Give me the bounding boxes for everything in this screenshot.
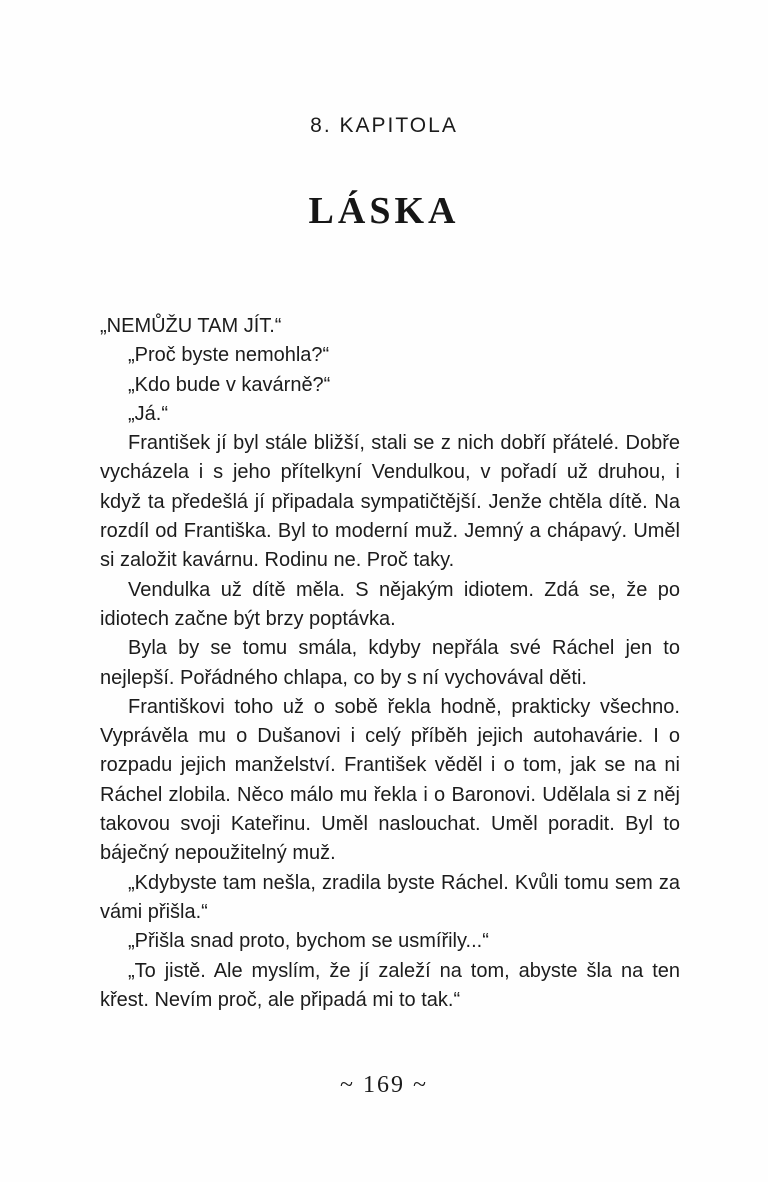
body-paragraph: „To jistě. Ale myslím, že jí zaleží na tom, abyste šla na ten křest. Nevím proč, ale připadá mi to tak.“ — [100, 959, 680, 1011]
body-paragraph: „Já.“ — [128, 402, 168, 425]
body-paragraph: „Přišla snad proto, bychom se usmířily...“ — [128, 930, 489, 953]
body-paragraph: František jí byl stále bližší, stali se z nich dobří přátelé. Dobře vycházela i s jeho přítelkyní Vendulkou, v pořadí už druhou, i když ta předešlá jí připadala sympatičtější. Jenže chtěla dítě. Na rozdíl od Františka. Byl to moderní muž. Jemný a chápavý. Uměl si založit kavárnu. Rodinu ne. Proč taky. — [100, 432, 680, 572]
chapter-title: LÁSKA — [308, 190, 460, 232]
body-paragraph: „Kdo bude v kavárně?“ — [128, 373, 331, 396]
page-number: ~ 169 ~ — [340, 1072, 428, 1098]
body-paragraph: „Kdybyste tam nešla, zradila byste Ráchel. Kvůli tomu sem za vámi přišla.“ — [100, 871, 680, 923]
body-paragraph: Byla by se tomu smála, kdyby nepřála své Ráchel jen to nejlepší. Pořádného chlapa, co by s ní vychovával děti. — [100, 637, 680, 689]
chapter-number-heading: 8. KAPITOLA — [310, 114, 458, 137]
body-paragraph: Vendulka už dítě měla. S nějakým idiotem. Zdá se, že po idiotech začne být brzy poptávka. — [100, 578, 680, 630]
body-paragraph: Františkovi toho už o sobě řekla hodně, prakticky všechno. Vyprávěla mu o Dušanovi i celý příběh jejich autohavárie. I o rozpadu jejich manželství. František věděl i o tom, jak se na ni Ráchel zlobila. Něco málo mu řekla i o Baronovi. Udělala si z něj takovou svoji Kateřinu. Uměl naslouchat. Uměl poradit. Byl to báječný nepoužitelný muž. — [100, 695, 680, 865]
body-paragraph: „Proč byste nemohla?“ — [128, 344, 330, 367]
chapter-body — [100, 312, 680, 1015]
body-paragraph: „NEMŮŽU TAM JÍT.“ — [100, 315, 282, 337]
